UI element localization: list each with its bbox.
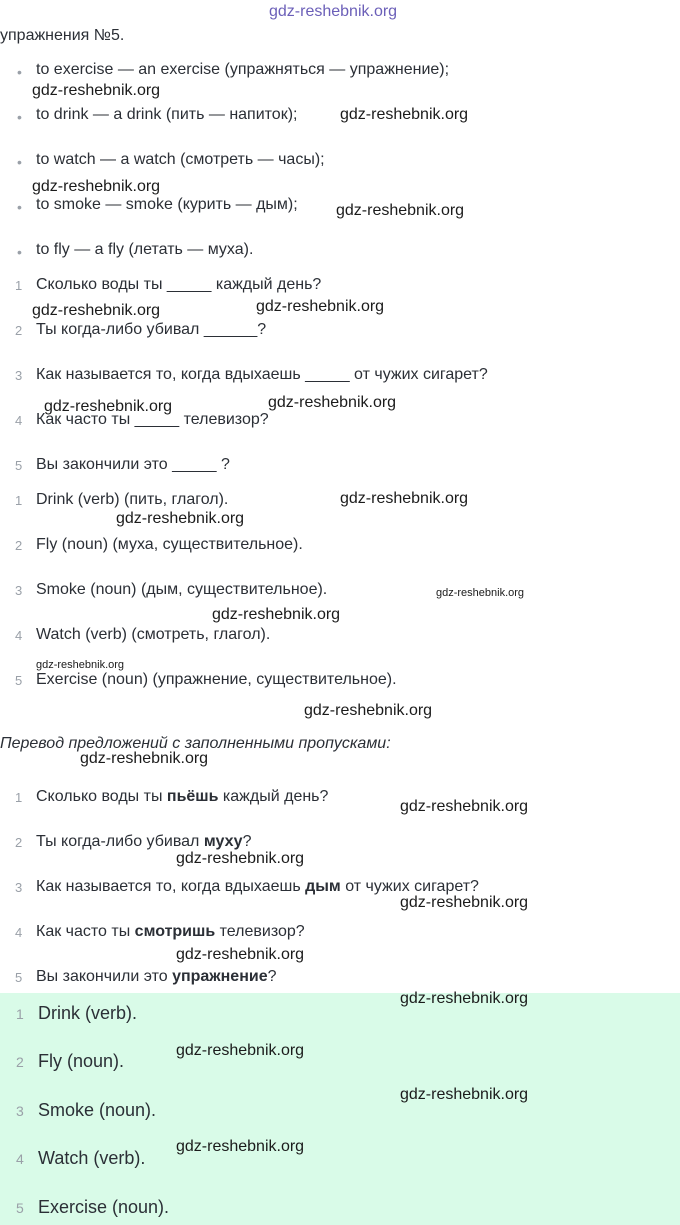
filled-word: упражнение [172,968,268,985]
question-text: Как называется то, когда вдыхаешь _____ от чужих сигарет? [36,366,488,383]
question-text: Ты когда-либо убивал ______? [36,321,267,338]
watermark: gdz-reshebnik.org [304,702,433,719]
list-item: to exercise — an exercise (упражняться — упражнение); [36,61,450,78]
bullet-icon: • [17,199,22,215]
watermark: gdz-reshebnik.org [44,398,173,415]
translation-text: Сколько воды ты [36,788,167,805]
translation-text: ? [267,968,277,985]
item-number: 3 [15,880,23,895]
item-number: 3 [15,583,23,598]
question-text: Как часто ты _____ телевизор? [36,411,269,428]
final-answer-text: Drink (verb). [38,1003,138,1023]
answer-text: Fly (noun) (муха, существительное). [36,536,303,553]
translation-item [36,922,305,942]
watermark-top: gdz-reshebnik.org [269,3,398,20]
translation-text: от чужих сигарет? [340,878,479,895]
watermark: gdz-reshebnik.org [400,798,529,815]
item-number: 3 [15,368,23,383]
final-answer-text: Fly (noun). [38,1051,125,1071]
answer-text: Smoke (noun) (дым, существительное). [36,581,328,598]
final-answer-text: Watch (verb). [38,1148,146,1168]
translation-text: Вы закончили это [36,968,173,985]
watermark: gdz-reshebnik.org [116,510,245,527]
translation-heading: Перевод предложений с заполненными пропусками: [0,735,391,752]
item-number: 5 [15,673,23,688]
translation-item [36,787,328,807]
watermark: gdz-reshebnik.org [212,606,341,623]
watermark: gdz-reshebnik.org [336,202,465,219]
watermark: gdz-reshebnik.org [176,1042,305,1059]
watermark: gdz-reshebnik.org [32,82,161,99]
translation-text: каждый день? [218,788,329,805]
watermark: gdz-reshebnik.org [436,587,525,599]
item-number: 1 [15,790,23,805]
bullet-icon: • [17,244,22,260]
watermark: gdz-reshebnik.org [176,946,305,963]
bullet-icon: • [17,154,22,170]
page-title: упражнения №5. [0,27,125,44]
watermark: gdz-reshebnik.org [340,490,469,507]
item-number: 4 [15,628,23,643]
watermark: gdz-reshebnik.org [268,394,397,411]
item-number: 1 [15,278,23,293]
watermark: gdz-reshebnik.org [80,750,209,767]
watermark: gdz-reshebnik.org [32,178,161,195]
bullet-icon: • [17,109,22,125]
translation-text: телевизор? [215,923,305,940]
item-number: 3 [16,1103,24,1119]
item-number: 4 [15,925,23,940]
watermark: gdz-reshebnik.org [340,106,469,123]
item-number: 1 [15,493,23,508]
answer-text: Drink (verb) (пить, глагол). [36,491,229,508]
item-number: 5 [16,1200,24,1216]
filled-word: муху [203,833,243,850]
watermark: gdz-reshebnik.org [256,298,385,315]
list-item: to fly — a fly (летать — муха). [36,241,254,258]
item-number: 2 [15,538,23,553]
watermark: gdz-reshebnik.org [176,850,305,867]
list-item: to drink — a drink (пить — напиток); [36,106,298,123]
list-item: to watch — a watch (смотреть — часы); [36,151,325,168]
watermark: gdz-reshebnik.org [176,1138,305,1155]
filled-word: смотришь [134,923,216,940]
question-text: Сколько воды ты _____ каждый день? [36,276,322,293]
filled-word: дым [305,878,341,895]
list-item: to smoke — smoke (курить — дым); [36,196,298,213]
translation-text: Ты когда-либо убивал [36,833,204,850]
bullet-icon: • [17,64,22,80]
final-answer-text: Smoke (noun). [38,1100,157,1120]
item-number: 4 [16,1151,24,1167]
translation-text: ? [242,833,252,850]
answer-text: Exercise (noun) (упражнение, существительное). [36,671,397,688]
filled-word: пьёшь [166,788,219,805]
answer-text: Watch (verb) (смотреть, глагол). [36,626,271,643]
item-number: 5 [15,458,23,473]
watermark: gdz-reshebnik.org [32,302,161,319]
translation-text: Как часто ты [36,923,135,940]
question-text: Вы закончили это _____ ? [36,456,230,473]
item-number: 1 [16,1006,24,1022]
watermark: gdz-reshebnik.org [400,990,529,1007]
translation-item [36,967,277,987]
translation-item [36,832,251,852]
final-answer-text: Exercise (noun). [38,1197,170,1217]
watermark: gdz-reshebnik.org [400,894,529,911]
item-number: 4 [15,413,23,428]
item-number: 2 [15,835,23,850]
watermark: gdz-reshebnik.org [400,1086,529,1103]
item-number: 2 [16,1054,24,1070]
item-number: 5 [15,970,23,985]
translation-text: Как называется то, когда вдыхаешь [36,878,306,895]
item-number: 2 [15,323,23,338]
watermark: gdz-reshebnik.org [36,659,125,671]
